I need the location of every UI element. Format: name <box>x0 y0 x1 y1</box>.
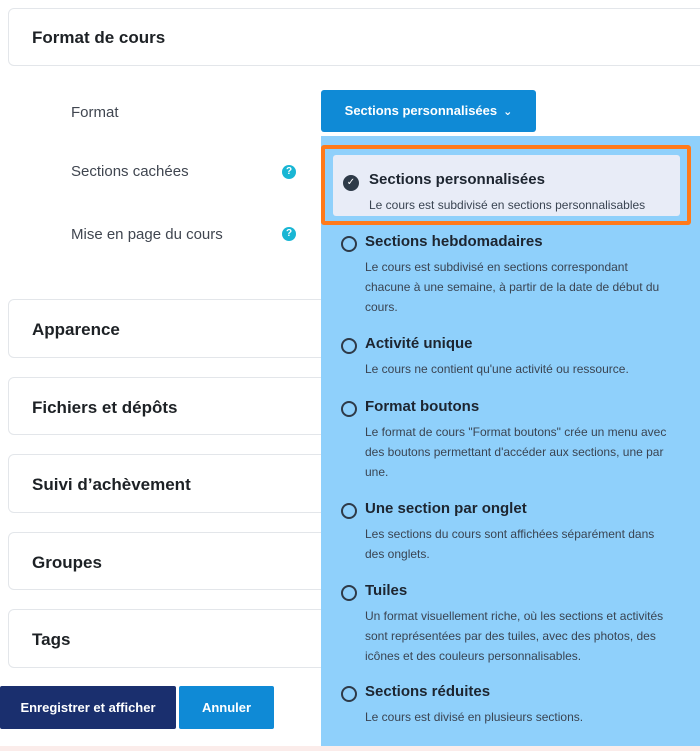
option-desc: Le cours est subdivisé en sections personnalisables <box>369 198 646 212</box>
sections-cachees-label: Sections cachées <box>71 163 189 180</box>
section-title-tags[interactable]: Tags <box>32 630 71 649</box>
section-title-format-de-cours[interactable]: Format de cours <box>32 28 166 47</box>
radio-icon <box>341 585 357 601</box>
cancel-button[interactable]: Annuler <box>179 686 274 729</box>
save-and-display-button[interactable]: Enregistrer et afficher <box>0 686 176 729</box>
option-desc: Le cours ne contient qu'une activité ou ressource. <box>365 362 629 376</box>
option-desc: Le cours est divisé en plusieurs sections. <box>365 710 584 724</box>
help-icon[interactable]: ? <box>282 165 296 179</box>
format-dropdown-menu <box>321 136 700 751</box>
option-desc: Le cours est subdivisé en sections correspondant chacune à une semaine, à partir de la date de début du cours. <box>365 260 660 314</box>
bottom-strip <box>0 746 700 751</box>
option-title: Format boutons <box>365 398 480 415</box>
radio-icon <box>341 401 357 417</box>
radio-icon <box>341 686 357 702</box>
format-select-button[interactable] <box>321 90 536 132</box>
option-title: Sections réduites <box>365 683 491 700</box>
option-title: Tuiles <box>365 582 408 599</box>
option-title: Activité unique <box>365 335 473 352</box>
dropdown-option-personnalisees[interactable] <box>333 155 680 216</box>
mise-en-page-label: Mise en page du cours <box>71 226 223 243</box>
option-title: Sections hebdomadaires <box>365 233 543 250</box>
radio-icon <box>341 338 357 354</box>
selected-option-highlight <box>321 145 691 225</box>
help-icon[interactable]: ? <box>282 227 296 241</box>
format-select-value: Sections personnalisées <box>344 103 498 118</box>
option-desc: Le format de cours "Format boutons" crée un menu avec des boutons permettant d'accéder aux sections, une par une. <box>365 425 667 479</box>
section-title-fichiers[interactable]: Fichiers et dépôts <box>32 398 178 417</box>
check-icon: ✓ <box>343 175 359 191</box>
radio-icon <box>341 503 357 519</box>
option-title: Sections personnalisées <box>369 171 545 188</box>
radio-icon <box>341 236 357 252</box>
section-title-suivi[interactable]: Suivi d’achèvement <box>32 475 191 494</box>
section-title-groupes[interactable]: Groupes <box>32 553 102 572</box>
option-desc: Un format visuellement riche, où les sections et activités sont représentées par des tuiles, avec des photos, des icônes et des couleurs personnalisables. <box>365 609 664 663</box>
section-title-apparence[interactable]: Apparence <box>32 320 120 339</box>
format-label: Format <box>71 104 119 121</box>
option-title: Une section par onglet <box>365 500 527 517</box>
chevron-down-icon: ⌄ <box>503 106 513 118</box>
option-desc: Les sections du cours sont affichées séparément dans des onglets. <box>365 527 655 561</box>
